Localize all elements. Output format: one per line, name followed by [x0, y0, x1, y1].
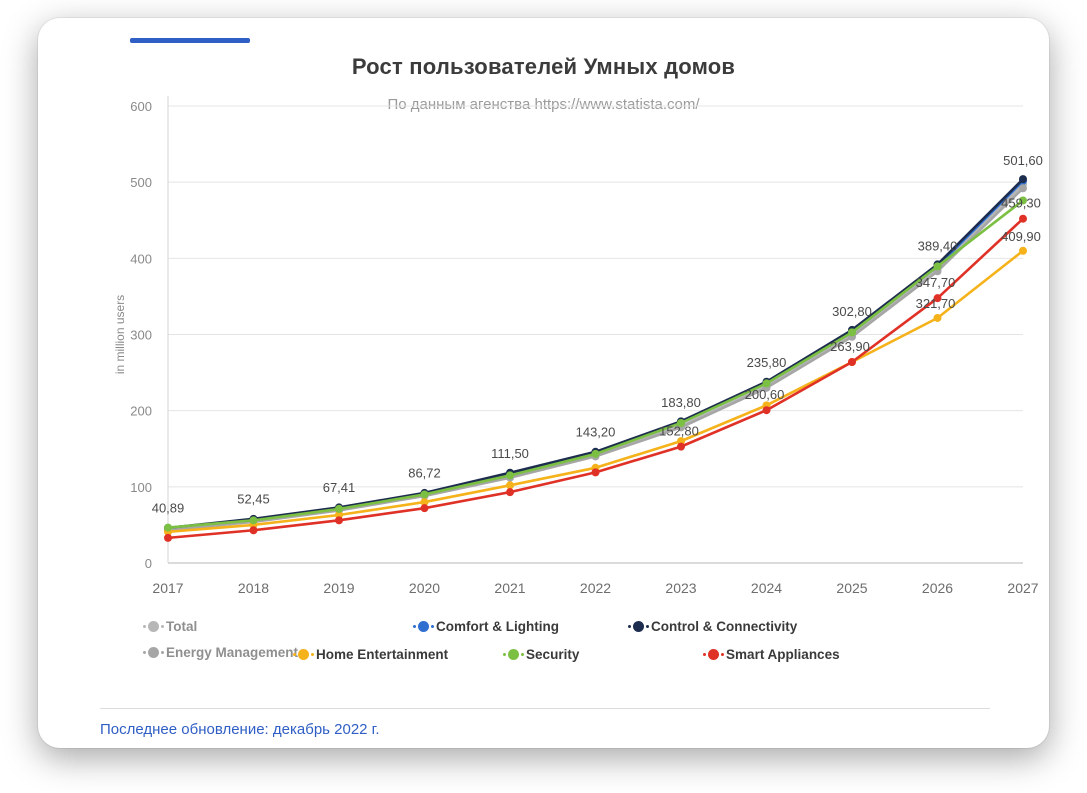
series-point — [848, 328, 856, 336]
legend-label: Energy Management — [166, 644, 299, 660]
series-point — [934, 262, 942, 270]
legend-label: Control & Connectivity — [651, 618, 798, 634]
series-point — [934, 314, 942, 322]
legend-marker-icon — [418, 621, 429, 632]
y-axis-tick-label: 400 — [130, 251, 152, 267]
y-axis-tick-label: 0 — [144, 556, 152, 571]
series-point — [164, 524, 172, 532]
x-axis-tick-label: 2017 — [152, 580, 184, 596]
series-line — [168, 188, 1023, 530]
series-point — [1019, 184, 1027, 192]
y-axis-title: in million users — [113, 294, 127, 375]
legend-label: Comfort & Lighting — [436, 618, 559, 634]
series-point — [421, 504, 429, 512]
data-label-secondary: 263,90 — [830, 338, 870, 354]
last-update-note: Последнее обновление: декабрь 2022 г. — [100, 721, 380, 738]
series-point — [763, 406, 771, 414]
legend-item[interactable] — [633, 613, 883, 639]
x-axis-tick-label: 2018 — [237, 580, 270, 596]
series-point — [592, 468, 600, 476]
y-axis-tick-label: 300 — [130, 327, 152, 343]
legend-label: Smart Appliances — [726, 646, 840, 662]
legend-label: Home Entertainment — [316, 646, 449, 662]
x-axis-tick-label: 2021 — [494, 580, 526, 596]
y-axis-tick-label: 600 — [130, 99, 152, 114]
series-point — [1019, 247, 1027, 255]
chart-title: Рост пользователей Умных домов — [351, 54, 736, 79]
legend-marker-icon — [148, 621, 159, 632]
data-label: 235,80 — [746, 355, 787, 371]
legend-item[interactable] — [508, 641, 708, 667]
x-axis-tick-label: 2023 — [665, 580, 697, 596]
data-label: 111,50 — [491, 445, 529, 461]
y-axis-tick-label: 500 — [130, 175, 152, 191]
series-point — [592, 450, 600, 458]
data-label-tertiary: 409,90 — [1001, 228, 1041, 244]
series-point — [1019, 215, 1027, 223]
x-axis-tick-label: 2026 — [921, 580, 954, 596]
x-axis-tick-label: 2027 — [1007, 580, 1039, 596]
x-axis-tick-label: 2020 — [408, 580, 441, 596]
data-label: 143,20 — [575, 424, 616, 440]
legend-marker-icon — [298, 649, 309, 660]
data-label: 67,41 — [322, 480, 356, 496]
series-line — [168, 200, 1023, 527]
data-label-secondary: 152,80 — [659, 423, 699, 439]
legend-item[interactable] — [418, 613, 633, 639]
series-point — [506, 481, 514, 489]
data-label-secondary: 459,30 — [1001, 195, 1041, 211]
legend-label: Security — [526, 646, 580, 662]
series-point — [335, 505, 343, 513]
series-point — [250, 526, 258, 534]
legend-marker-icon — [508, 649, 519, 660]
y-axis-tick-label: 100 — [130, 479, 152, 495]
series-point — [421, 490, 429, 498]
data-label: 52,45 — [237, 491, 270, 507]
legend-item[interactable] — [298, 641, 508, 667]
chart-card — [38, 18, 1049, 748]
x-axis-tick-label: 2024 — [750, 580, 783, 596]
legend-item[interactable] — [148, 639, 298, 665]
y-axis-tick-label: 200 — [130, 403, 152, 419]
data-label-secondary: 200,60 — [744, 387, 785, 403]
x-axis-tick-label: 2019 — [323, 580, 355, 596]
series-point — [763, 379, 771, 387]
data-label: 389,40 — [917, 238, 958, 254]
legend-item[interactable] — [148, 613, 418, 639]
footer-divider — [100, 708, 990, 709]
series-line — [168, 251, 1023, 532]
series-line — [168, 184, 1023, 529]
series-line — [168, 181, 1023, 529]
series-point — [335, 516, 343, 524]
data-label-tertiary: 321,70 — [915, 295, 956, 311]
x-axis-tick-label: 2025 — [836, 580, 868, 596]
chart-subtitle: По данным агенства https://www.statista.com/ — [387, 96, 700, 113]
data-label: 302,80 — [832, 304, 872, 320]
series-point — [848, 358, 856, 366]
series-point — [506, 488, 514, 496]
chart-legend — [148, 613, 1008, 667]
legend-marker-icon — [708, 649, 719, 660]
series-point — [506, 471, 514, 479]
legend-label: Total — [166, 618, 198, 634]
data-label: 86,72 — [408, 465, 441, 481]
series-point — [677, 443, 685, 451]
series-point — [164, 534, 172, 542]
series-point — [1019, 175, 1027, 183]
data-label: 40,89 — [151, 500, 185, 516]
series-line — [168, 219, 1023, 538]
x-axis-tick-label: 2022 — [579, 580, 612, 596]
legend-marker-icon — [148, 647, 159, 658]
data-label-secondary: 347,70 — [915, 275, 956, 291]
legend-marker-icon — [633, 621, 644, 632]
data-label: 183,80 — [661, 394, 701, 410]
series-point — [250, 516, 258, 524]
data-label: 501,60 — [1003, 152, 1043, 168]
legend-item[interactable] — [708, 641, 840, 667]
